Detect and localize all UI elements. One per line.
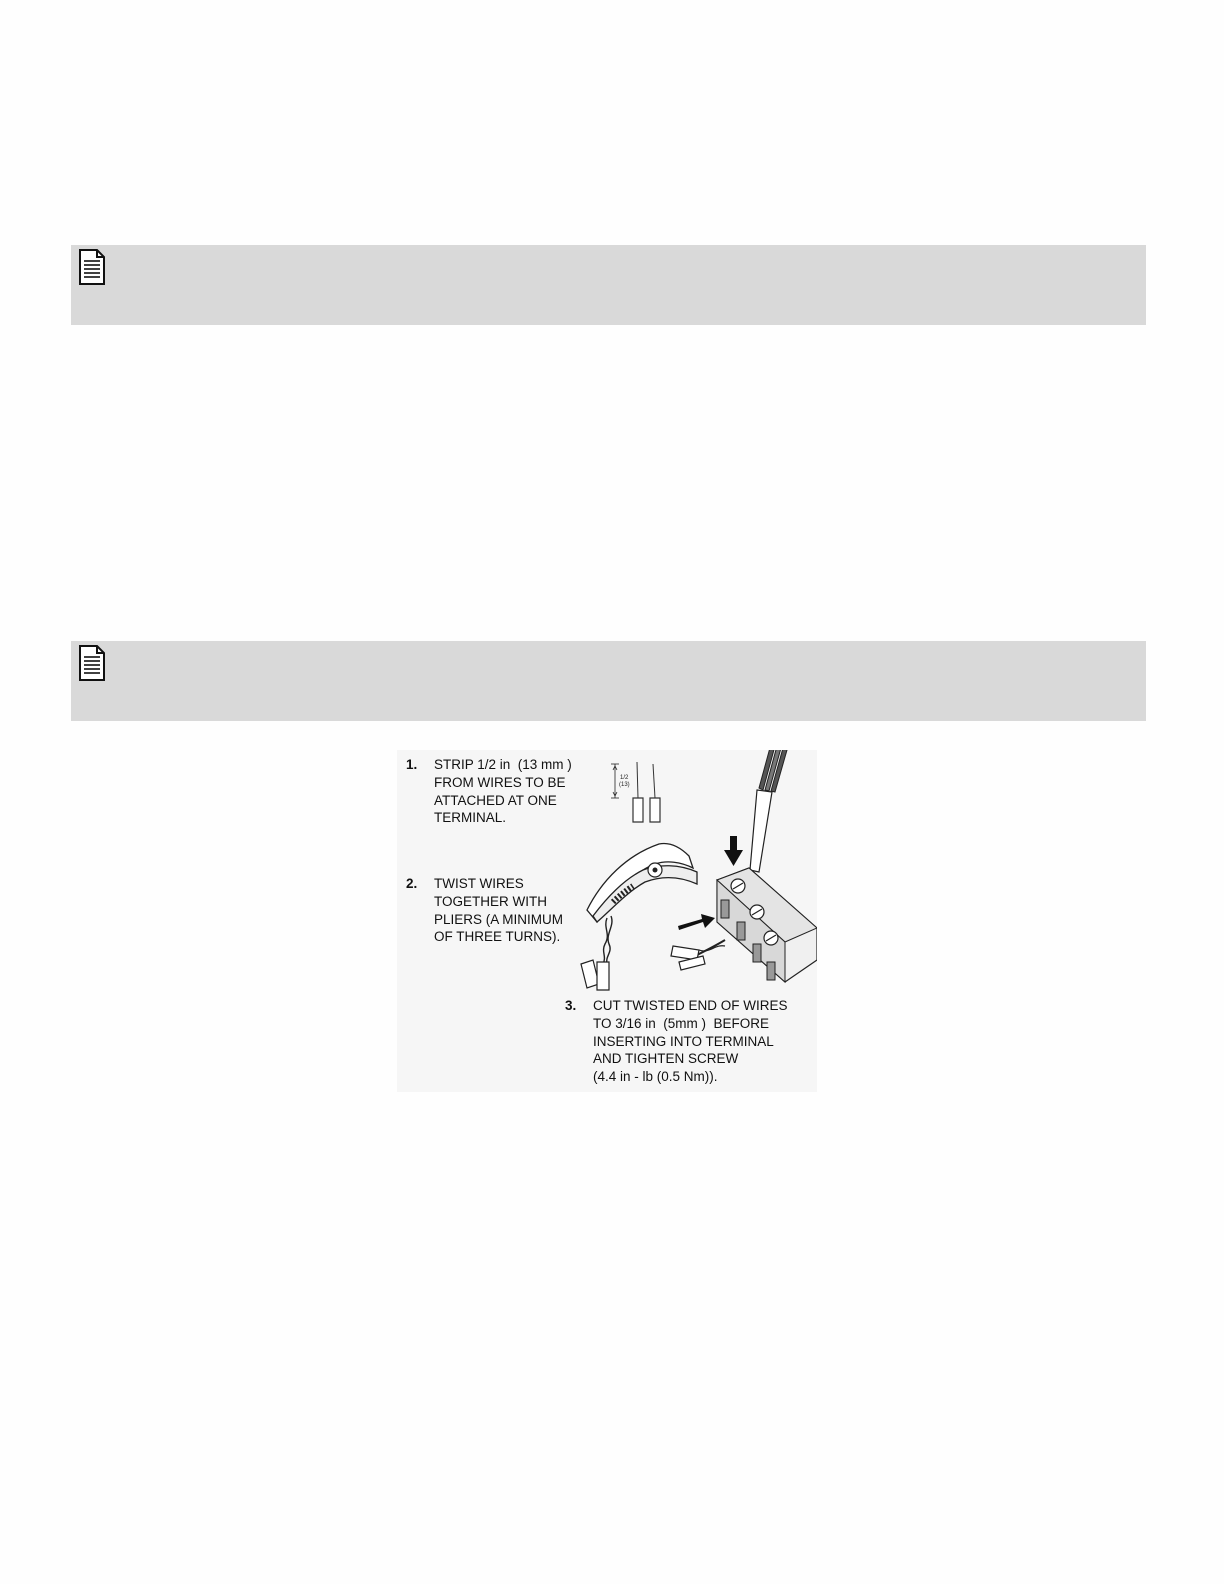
step-1-text: STRIP 1/2 in (13 mm ) FROM WIRES TO BE ATTACHED AT ONE TERMINAL. bbox=[434, 757, 572, 826]
dimension-label-bottom: (13) bbox=[619, 782, 630, 788]
twisted-wire-into-terminal-drawing bbox=[671, 940, 725, 970]
pliers-drawing bbox=[587, 844, 697, 923]
note-box-1 bbox=[71, 245, 1146, 325]
twisted-wires-drawing bbox=[581, 916, 612, 990]
document-note-icon bbox=[78, 645, 106, 681]
note-box-2 bbox=[71, 641, 1146, 721]
step-2-number: 2. bbox=[406, 876, 418, 891]
dimension-label-top: 1/2 bbox=[620, 775, 629, 781]
wire-termination-figure bbox=[397, 750, 817, 1092]
step-3-text: CUT TWISTED END OF WIRES TO 3/16 in (5mm ) BEFORE INSERTING INTO TERMINAL AND TIGHTEN SCREW (4.4 in - lb (0.5 Nm)). bbox=[593, 998, 788, 1085]
right-arrow-icon bbox=[678, 914, 715, 930]
stripped-wires-drawing bbox=[611, 762, 660, 822]
step-3-number: 3. bbox=[565, 998, 577, 1013]
step-2-text: TWIST WIRES TOGETHER WITH PLIERS (A MINIMUM OF THREE TURNS). bbox=[434, 876, 564, 945]
down-arrow-icon bbox=[724, 836, 743, 866]
step-1-number: 1. bbox=[406, 757, 418, 772]
terminal-block-drawing bbox=[717, 868, 817, 982]
document-note-icon bbox=[78, 249, 106, 285]
